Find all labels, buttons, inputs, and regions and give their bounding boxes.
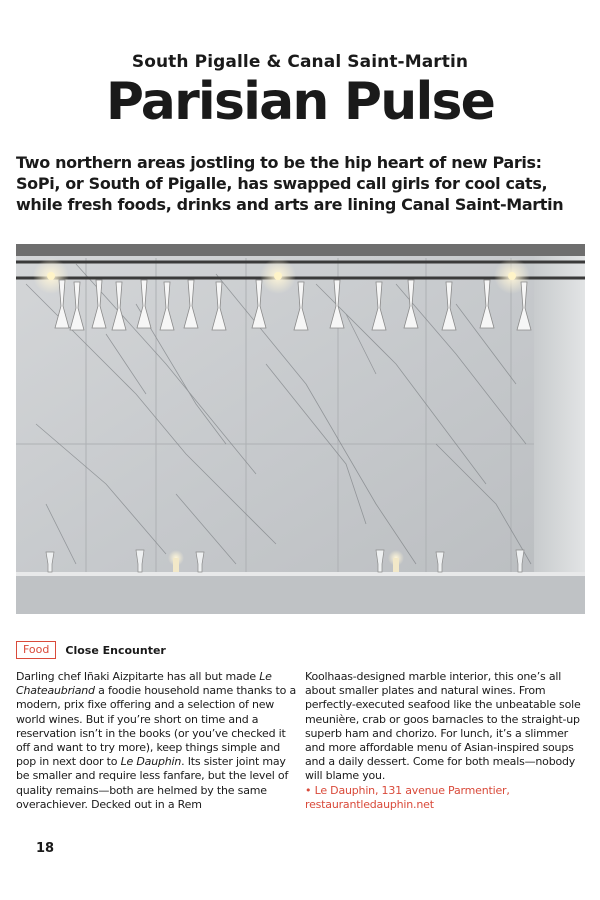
counter-top-edge — [16, 572, 585, 576]
standfirst: Two northern areas jostling to be the hip heart of new Paris: SoPi, or South of Pigalle, has swapped call girls for cool cats, while fresh foods, drinks and arts are lining Canal Saint-Martin — [16, 153, 564, 214]
article-paragraph-1: Darling chef Iñaki Aizpitarte has all but made Le Chateaubriand a foodie household name thanks to a modern, prix fixe offering and a selection of new world wines. But if you’re short on time and a reservation isn’t in the books (or you’ve checked it off and want to try more), keep things simple and pop in next door to Le Dauphin. Its sister joint may be smaller and require less fanfare, but the level of quality remains—both are helmed by the same overachiever. Decked out in a Rem — [16, 670, 296, 811]
marble-counter — [16, 574, 585, 614]
kicker: South Pigalle & Canal Saint-Martin — [131, 52, 469, 72]
article-column-2 — [305, 670, 590, 812]
venue-website-link[interactable]: restaurantledauphin.net — [305, 797, 434, 811]
article-paragraph-2: Koolhaas-designed marble interior, this one’s all about smaller plates and natural wines. From perfectly-executed seafood like the unbeatable sole meunière, crab or goos barnacles to the straight-up superb ham and chorizo. For lunch, it’s a slimmer and more affordable menu of Asian-inspired soups and a daily dessert. Come for both meals—nobody will blame you. — [305, 670, 581, 783]
right-wall — [534, 244, 585, 614]
ceiling-band — [16, 244, 585, 256]
section-title: Close Encounter — [65, 643, 166, 657]
category-tag: Food — [16, 641, 56, 659]
page-title: Parisian Pulse — [105, 72, 495, 132]
page-number: 18 — [36, 841, 55, 856]
article-column-1 — [16, 670, 301, 812]
restaurant-interior-photo — [16, 244, 585, 614]
section-header — [16, 641, 166, 659]
venue-address: • Le Dauphin, 131 avenue Parmentier, — [305, 783, 510, 797]
